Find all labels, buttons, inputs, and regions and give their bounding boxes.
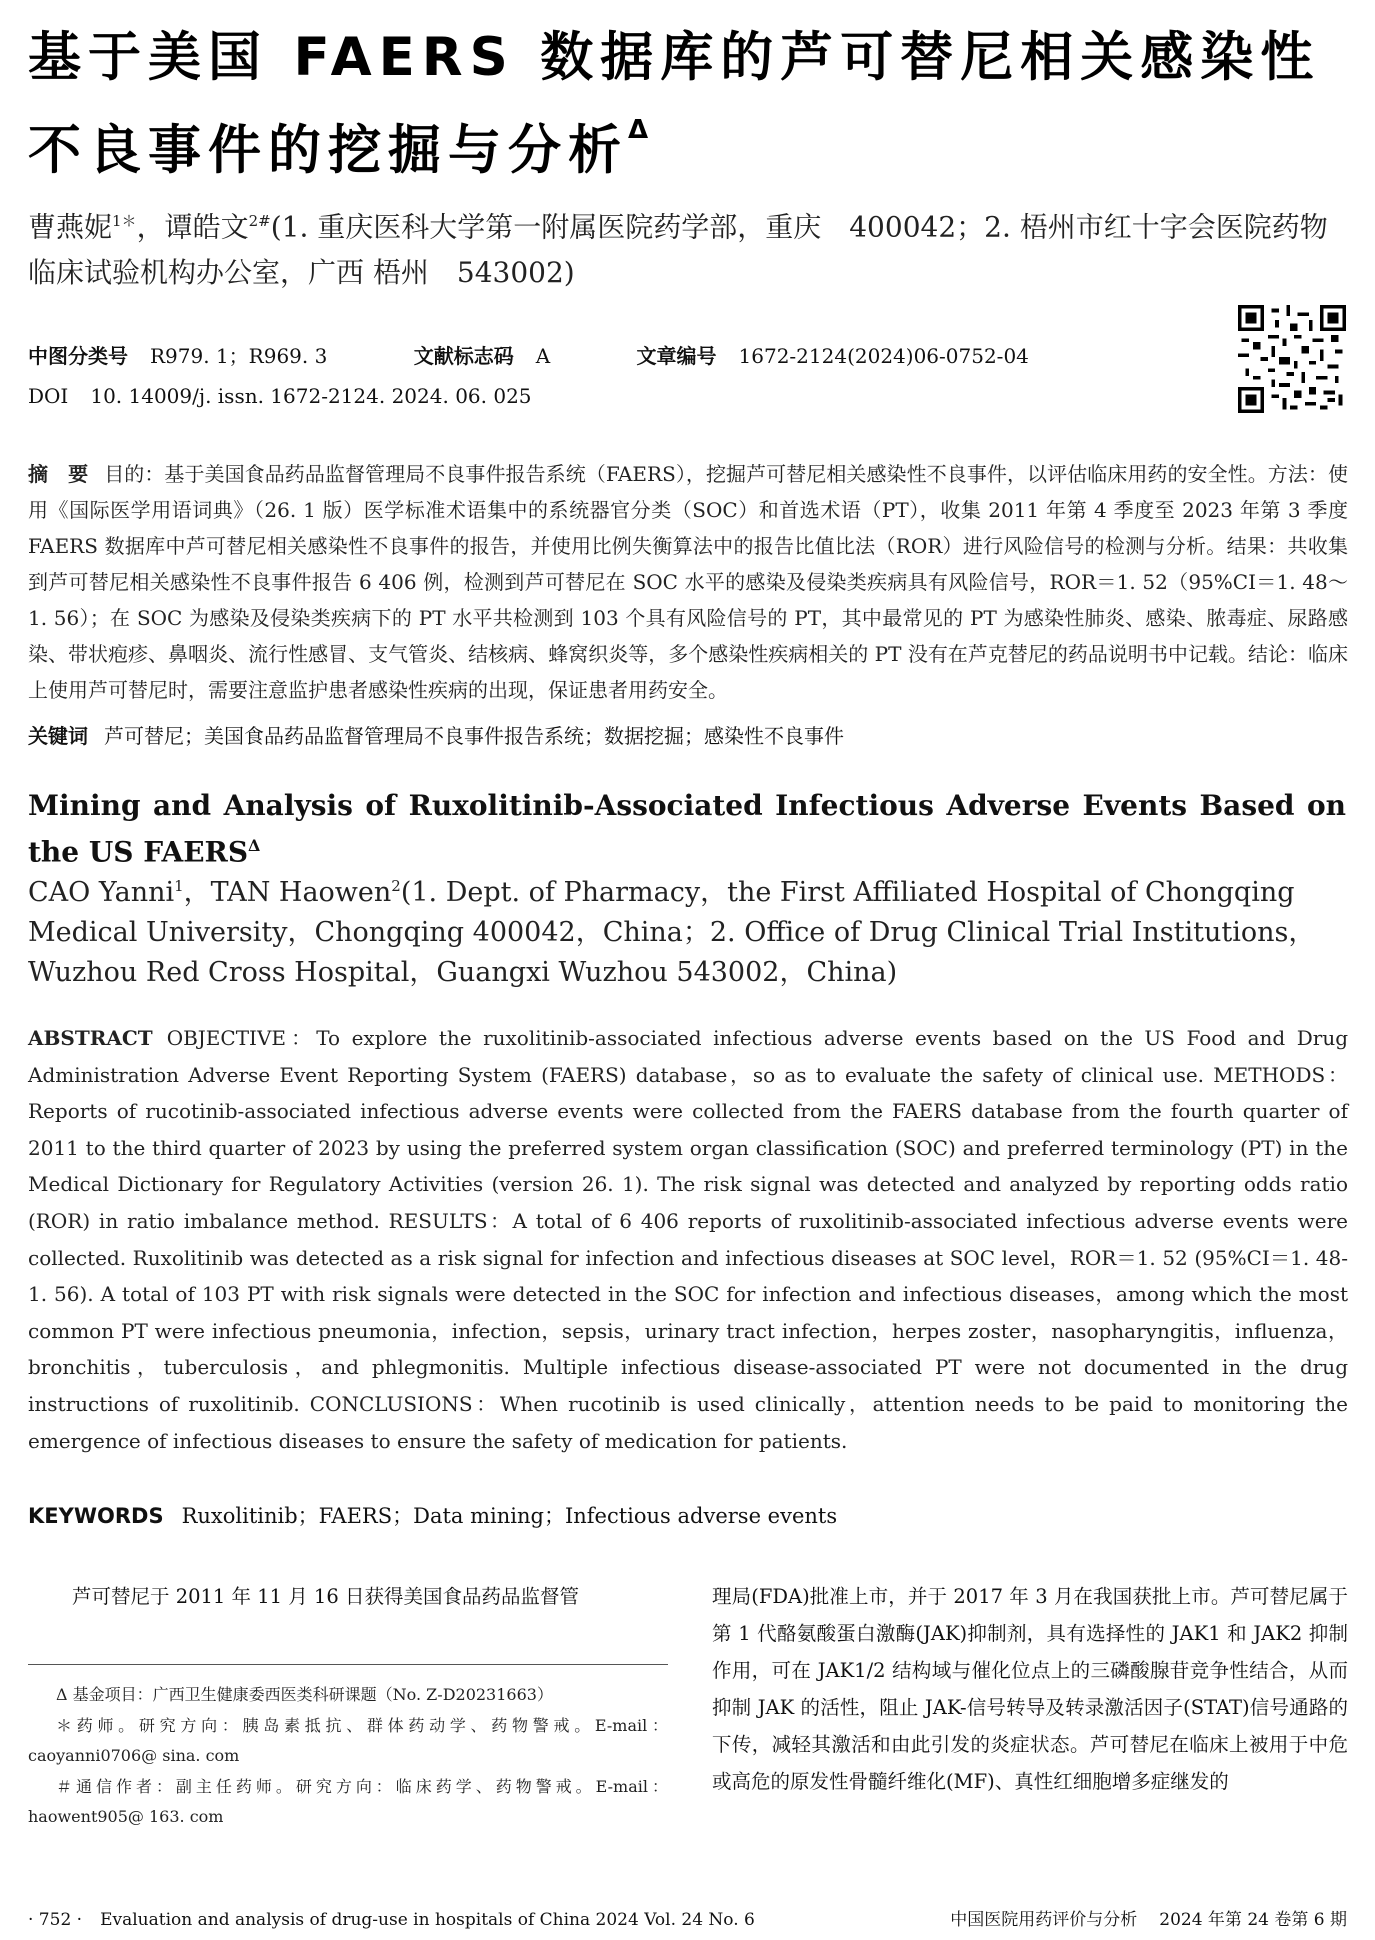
doi-label: DOI <box>28 384 69 408</box>
title-fund-mark: Δ <box>628 115 649 145</box>
page-number: · 752 · <box>28 1910 83 1930</box>
keywords-en-text: Ruxolitinib；FAERS；Data mining；Infectious adverse events <box>181 1504 838 1528</box>
title-text: 基于美国 FAERS 数据库的芦可替尼相关感染性不良事件的挖掘与分析 <box>28 27 1321 181</box>
footnote-divider <box>28 1664 668 1665</box>
author-en-2: ，TAN Haowen <box>183 877 392 908</box>
doc-code-value: A <box>535 344 551 368</box>
doc-code-label: 文献标志码 <box>413 344 514 368</box>
authors-en <box>28 866 1348 993</box>
classification-line <box>28 342 1029 370</box>
footnote-author: ＊药师。研究方向：胰岛素抵抗、群体药动学、药物警戒。E-mail：caoyanni0706@ sina. com <box>28 1715 668 1765</box>
keywords-cn-text: 芦可替尼；美国食品药品监督管理局不良事件报告系统；数据挖掘；感染性不良事件 <box>104 724 844 748</box>
keywords-cn-label: 关键词 <box>28 724 88 748</box>
journal-name-cn: 中国医院用药评价与分析 <box>950 1910 1138 1930</box>
abstract-en-label: ABSTRACT <box>28 1026 153 1050</box>
abstract-en <box>28 1020 1348 1459</box>
footnote-corresponding: ＃通信作者：副主任药师。研究方向：临床药学、药物警戒。E-mail：haowent905@ 163. com <box>28 1776 668 1826</box>
author-1-sup: 1＊ <box>112 212 137 230</box>
abstract-cn <box>28 456 1348 708</box>
journal-issue-cn: 2024 年第 24 卷第 6 期 <box>1159 1910 1347 1930</box>
author-1: 曹燕妮 <box>28 210 113 244</box>
keywords-en <box>28 1498 1348 1534</box>
title-en-text: Mining and Analysis of Ruxolitinib-Associated Infectious Adverse Events Based on the US FAERS <box>28 789 1346 869</box>
qr-code[interactable] <box>1238 305 1346 413</box>
footnotes <box>28 1680 668 1833</box>
keywords-cn <box>28 718 1348 754</box>
abstract-cn-label: 摘 要 <box>28 462 89 486</box>
doi-value: 10. 14009/j. issn. 1672-2124. 2024. 06. 025 <box>90 384 532 408</box>
author-2-sup: 2# <box>248 212 271 230</box>
article-no-value: 1672-2124(2024)06-0752-04 <box>738 344 1029 368</box>
footer-right <box>950 1908 1347 1932</box>
footer-left <box>28 1908 755 1932</box>
author-en-1: CAO Yanni <box>28 877 175 908</box>
body-left-column: 芦可替尼于 2011 年 11 月 16 日获得美国食品药品监督管 <box>72 1585 579 1608</box>
journal-name-en: Evaluation and analysis of drug-use in hospitals of China 2024 Vol. 24 No. 6 <box>100 1910 755 1930</box>
abstract-en-text: OBJECTIVE：To explore the ruxolitinib-associated infectious adverse events based on the US Food and Drug Administration Adverse Event Reporting System (FAERS) database，so as to evaluate the safety of clinical use. METHODS：Reports of rucotinib-associated infectious adverse events were collected from the FAERS database from the fourth quarter of 2011 to the third quarter of 2023 by using the preferred system organ classification (SOC) and preferred terminology (PT) in the Medical Dictionary for Regulatory Activities (version 26. 1). The risk signal was detected and analyzed by reporting odds ratio (ROR) in ratio imbalance method. RESULTS：A total of 6 406 reports of ruxolitinib-associated infectious adverse events were collected. Ruxolitinib was detected as a risk signal for infection and infectious diseases at SOC level，ROR＝1. 52 (95%CI＝1. 48-1. 56). A total of 103 PT with risk signals were detected in the SOC for infection and infectious diseases，among which the most common PT were infectious pneumonia，infection，sepsis，urinary tract infection，herpes zoster，nasopharyngitis，influenza，bronchitis，tuberculosis，and phlegmonitis. Multiple infectious disease-associated PT were not documented in the drug instructions of ruxolitinib. CONCLUSIONS：When rucotinib is used clinically，attention needs to be paid to monitoring the emergence of infectious diseases to ensure the safety of medication for patients. <box>28 1026 1348 1453</box>
article-title-cn <box>28 22 1348 187</box>
author-en-2-sup: 2 <box>391 877 401 895</box>
article-title-en <box>28 786 1346 872</box>
body-right-column: 理局(FDA)批准上市，并于 2017 年 3 月在我国获批上市。芦可替尼属于第 1 代酪氨酸蛋白激酶(JAK)抑制剂，具有选择性的 JAK1 和 JAK2 抑制作用，可在 JAK1/2 结构域与催化位点上的三磷酸腺苷竞争性结合，从而抑制 JAK 的活性，阻止 JAK-信号转导及转录激活因子(STAT)信号通路的下传，减轻其激活和由此引发的炎症状态。芦可替尼在临床上被用于中危或高危的原发性骨髓纤维化(MF)、真性红细胞增多症继发的 <box>712 1585 1348 1793</box>
author-2: ，谭皓文 <box>136 210 249 244</box>
clc-value: R979. 1；R969. 3 <box>150 344 328 368</box>
footnote-fund: Δ 基金项目：广西卫生健康委西医类科研课题（No. Z-D20231663） <box>56 1685 553 1704</box>
article-no-label: 文章编号 <box>636 344 717 368</box>
clc-label: 中图分类号 <box>28 344 128 368</box>
affiliations-cn: (1. 重庆医科大学第一附属医院药学部，重庆 400042；2. 梧州市红十字会医院药物临床试验机构办公室，广西 梧州 543002) <box>28 210 1328 290</box>
doi-line <box>28 382 532 410</box>
affiliations-en: (1. Dept. of Pharmacy，the First Affiliated Hospital of Chongqing Medical University，Chongqing 400042，China；2. Office of Drug Clinical Trial Institutions，Wuzhou Red Cross Hospital，Guangxi Wuzhou 543002，China) <box>28 877 1316 988</box>
keywords-en-label: KEYWORDS <box>28 1504 164 1528</box>
title-en-fund-mark: Δ <box>248 836 261 855</box>
abstract-cn-text: 目的：基于美国食品药品监督管理局不良事件报告系统（FAERS），挖掘芦可替尼相关感染性不良事件，以评估临床用药的安全性。方法：使用《国际医学用语词典》（26. 1 版）医学标准术语集中的系统器官分类（SOC）和首选术语（PT），收集 2011 年第 4 季度至 2023 年第 3 季度 FAERS 数据库中芦可替尼相关感染性不良事件的报告，并使用比例失衡算法中的报告比值比法（ROR）进行风险信号的检测与分析。结果：共收集到芦可替尼相关感染性不良事件报告 6 406 例，检测到芦可替尼在 SOC 水平的感染及侵染类疾病具有风险信号，ROR＝1. 52（95%CI＝1. 48～1. 56）；在 SOC 为感染及侵染类疾病下的 PT 水平共检测到 103 个具有风险信号的 PT，其中最常见的 PT 为感染性肺炎、感染、脓毒症、尿路感染、带状疱疹、鼻咽炎、流行性感冒、支气管炎、结核病、蜂窝织炎等，多个感染性疾病相关的 PT 没有在芦克替尼的药品说明书中记载。结论：临床上使用芦可替尼时，需要注意监护患者感染性疾病的出现，保证患者用药安全。 <box>28 462 1348 702</box>
authors-cn <box>28 198 1353 296</box>
author-en-1-sup: 1 <box>174 877 184 895</box>
